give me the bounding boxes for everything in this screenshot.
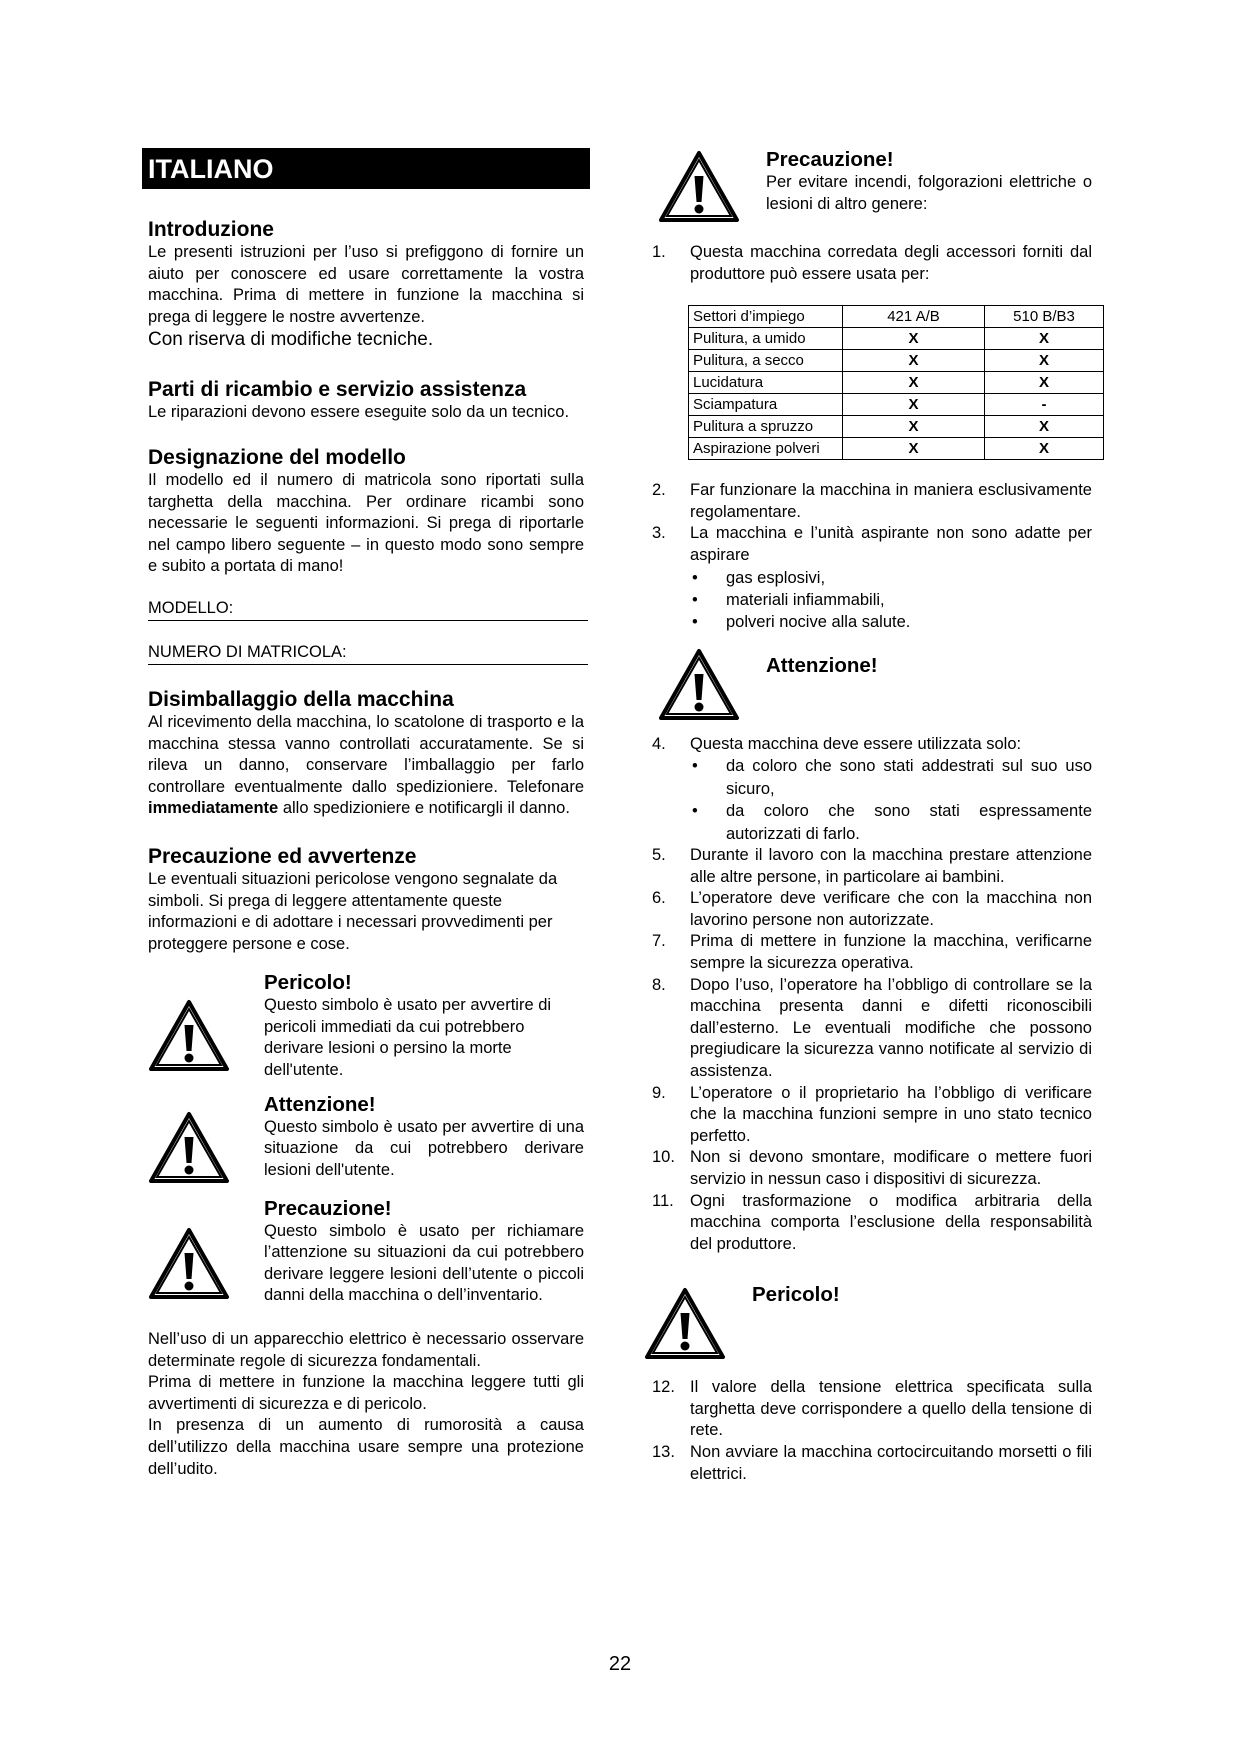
unpack-text-before: Al ricevimento della macchina, lo scatolone di trasporto e la macchina stessa vanno controllati accuratamente. Se si rileva un danno, conservare l’imballaggio per farlo controllare eventualmente dallo spedizioniere. Telefonare <box>148 712 584 796</box>
spare-text: Le riparazioni devono essere eseguite solo da un tecnico. <box>148 403 570 422</box>
item-number: 8. <box>652 975 666 994</box>
item-text: Non si devono smontare, modificare o mettere fuori servizio in nessun caso i dispositivi di sicurezza. <box>690 1148 1092 1188</box>
item-number: 11. <box>652 1191 674 1210</box>
warning-triangle-icon <box>644 1287 726 1361</box>
intro-text: Le presenti istruzioni per l’uso si prefiggono di fornire un aiuto per conoscere ed usare correttamente la vostra macchina. Prima di mettere in funzione la macchina si prega di leggere le nostre avvertenze. <box>148 243 584 326</box>
bullet-list-item4 <box>652 755 1092 845</box>
list-item <box>652 734 1092 756</box>
bullet-item: • da coloro che sono stati espressamente autorizzati di farlo. <box>690 800 1092 845</box>
attention-block <box>658 648 1092 722</box>
numbered-list-2-3 <box>652 480 1092 566</box>
list-item <box>652 242 1092 285</box>
table-cell: Lucidatura <box>689 372 843 394</box>
symbol-danger-text: Questo simbolo è usato per avvertire di pericoli immediati da cui potrebbero derivare lesioni o persino la morte dell'utente. <box>264 996 552 1080</box>
item-number: 3. <box>652 524 666 543</box>
table-header: 421 A/B <box>843 306 985 328</box>
serial-field <box>148 643 588 665</box>
table-cell: Pulitura a spruzzo <box>689 416 843 438</box>
item-number: 9. <box>652 1083 666 1102</box>
table-row <box>689 394 1104 416</box>
unpack-title: Disimballaggio della macchina <box>148 687 454 711</box>
numbered-list-5-11 <box>652 845 1092 1255</box>
list-item <box>652 1147 1092 1190</box>
numbered-list-item4 <box>652 734 1092 756</box>
table-cell: X <box>843 416 985 438</box>
caution-title: Precauzione! <box>766 148 894 171</box>
list-item <box>652 975 1092 1083</box>
caution-block <box>658 148 1092 224</box>
table-row <box>689 328 1104 350</box>
table-row <box>689 438 1104 460</box>
table-cell: X <box>843 350 985 372</box>
list-item <box>652 888 1092 931</box>
precautions-text: Le eventuali situazioni pericolose vengono segnalate da simboli. Si prega di leggere attentamente queste informazioni e di adottare i necessari provvedimenti per proteggere persone e cose. <box>148 869 558 953</box>
symbol-attention <box>148 1093 584 1185</box>
table-cell: - <box>985 394 1104 416</box>
serial-field-label: NUMERO DI MATRICOLA: <box>148 642 347 661</box>
bullet-item: • gas esplosivi, <box>690 567 1092 589</box>
closing-text-1: Nell’uso di un apparecchio elettrico è necessario osservare determinate regole di sicurezza fondamentali. <box>148 1330 584 1370</box>
symbol-attention-title: Attenzione! <box>264 1092 376 1116</box>
attention-title: Attenzione! <box>766 653 878 677</box>
closing-text-3: In presenza di un aumento di rumorosità a causa dell’utilizzo della macchina usare sempre una protezione dell’udito. <box>148 1416 584 1478</box>
precautions-title: Precauzione ed avvertenze <box>148 844 417 868</box>
left-column <box>148 148 584 1480</box>
usage-table <box>688 305 1104 460</box>
model-field-label: MODELLO: <box>148 598 234 617</box>
table-cell: Aspirazione polveri <box>689 438 843 460</box>
table-cell: Pulitura, a umido <box>689 328 843 350</box>
unpack-text-after: allo spedizioniere e notificargli il danno. <box>282 799 570 818</box>
item-number: 1. <box>652 243 666 261</box>
table-header-row <box>689 306 1104 328</box>
right-column <box>652 148 1092 1485</box>
list-item <box>652 931 1092 974</box>
symbol-caution-text: Questo simbolo è usato per richiamare l’attenzione su situazioni da cui potrebbero derivare leggere lesioni dell’utente o piccoli danni della macchina o dell’inventario. <box>264 1221 584 1305</box>
table-cell: X <box>985 438 1104 460</box>
table-header: Settori d’impiego <box>689 306 843 328</box>
symbol-caution-title: Precauzione! <box>264 1196 392 1220</box>
table-cell: X <box>843 372 985 394</box>
table-cell: X <box>985 372 1104 394</box>
item-number: 5. <box>652 846 666 864</box>
item-text: Questa macchina corredata degli accessori forniti dal produttore può essere usata per: <box>690 243 1092 283</box>
spare-title: Parti di ricambio e servizio assistenza <box>148 378 527 402</box>
list-item <box>652 1191 1092 1256</box>
table-cell: X <box>985 416 1104 438</box>
item-text: Prima di mettere in funzione la macchina, verificarne sempre la sicurezza operativa. <box>690 932 1092 972</box>
list-item <box>652 845 1092 888</box>
language-header: ITALIANO <box>142 148 590 189</box>
table-cell: X <box>843 438 985 460</box>
symbol-danger-title: Pericolo! <box>264 971 352 995</box>
item-text: L’operatore o il proprietario ha l’obbligo di verificare che la macchina funzioni sempre in uno stato tecnico perfetto. <box>690 1083 1092 1145</box>
table-cell: X <box>985 328 1104 350</box>
danger-title: Pericolo! <box>752 1283 840 1307</box>
item-number: 4. <box>652 734 666 753</box>
list-item <box>652 1377 1092 1442</box>
item-text: Non avviare la macchina cortocircuitando morsetti o fili elettrici. <box>690 1443 1092 1483</box>
list-item <box>652 1442 1092 1485</box>
item-text: L’operatore deve verificare che con la macchina non lavorino persone non autorizzate. <box>690 889 1092 929</box>
bullet-item: • polveri nocive alla salute. <box>690 611 1092 633</box>
warning-triangle-icon <box>148 1111 230 1185</box>
item-text: Ogni trasformazione o modifica arbitraria della macchina comporta l’esclusione della responsabilità del produttore. <box>690 1191 1092 1253</box>
table-cell: X <box>843 394 985 416</box>
caution-text: Per evitare incendi, folgorazioni elettriche o lesioni di altro genere: <box>766 173 1092 213</box>
item-number: 12. <box>652 1378 675 1397</box>
item-text: Il valore della tensione elettrica specificata sulla targhetta deve corrispondere a quello della tensione di rete. <box>690 1378 1092 1440</box>
table-cell: X <box>985 350 1104 372</box>
intro-note: Con riserva di modifiche tecniche. <box>148 329 434 351</box>
item-text: Questa macchina deve essere utilizzata solo: <box>690 734 1022 753</box>
warning-triangle-icon <box>658 648 740 722</box>
unpack-text <box>148 712 584 820</box>
unpack-text-bold: immediatamente <box>148 799 279 818</box>
table-cell: Pulitura, a secco <box>689 350 843 372</box>
symbol-attention-text: Questo simbolo è usato per avvertire di una situazione da cui potrebbero derivare lesioni dell'utente. <box>264 1117 584 1179</box>
table-cell: Sciampatura <box>689 394 843 416</box>
table-cell: X <box>843 328 985 350</box>
item-number: 2. <box>652 481 666 500</box>
item-number: 7. <box>652 932 666 951</box>
table-row <box>689 416 1104 438</box>
intro-title: Introduzione <box>148 218 274 241</box>
bullet-item: • da coloro che sono stati addestrati sul suo uso sicuro, <box>690 755 1092 800</box>
closing-text-2: Prima di mettere in funzione la macchina leggere tutti gli avvertimenti di sicurezza e di pericolo. <box>148 1373 584 1413</box>
warning-triangle-icon <box>148 1227 230 1301</box>
bullet-list-item3 <box>652 567 1092 634</box>
item-number: 6. <box>652 889 666 908</box>
model-title: Designazione del modello <box>148 445 406 469</box>
model-field <box>148 599 588 621</box>
item-text: La macchina e l’unità aspirante non sono adatte per aspirare <box>690 524 1092 564</box>
page-number: 22 <box>608 1653 632 1675</box>
numbered-list-item1 <box>652 242 1092 285</box>
table-row <box>689 350 1104 372</box>
symbol-caution <box>148 1197 584 1307</box>
warning-triangle-icon <box>658 150 740 224</box>
model-text: Il modello ed il numero di matricola sono riportati sulla targhetta della macchina. Per ordinare ricambi sono necessarie le seguenti informazioni. Si prega di riportarle nel campo libero seguente – in questo modo sono sempre e subito a portata di mano! <box>148 470 584 576</box>
bullet-item: • materiali infiammabili, <box>690 589 1092 611</box>
item-text: Far funzionare la macchina in maniera esclusivamente regolamentare. <box>690 481 1092 521</box>
danger-block <box>644 1281 1092 1361</box>
symbol-danger <box>148 971 584 1081</box>
list-item <box>652 480 1092 523</box>
table-header: 510 B/B3 <box>985 306 1104 328</box>
item-text: Durante il lavoro con la macchina prestare attenzione alle altre persone, in particolare ai bambini. <box>690 846 1092 886</box>
item-text: Dopo l’uso, l’operatore ha l’obbligo di controllare se la macchina presenta danni e difetti riconoscibili dall’esterno. Le eventuali modifiche che possono pregiudicare la sicurezza vanno notificate al servizio di assistenza. <box>690 975 1092 1080</box>
item-number: 10. <box>652 1148 675 1167</box>
list-item <box>652 523 1092 566</box>
item-number: 13. <box>652 1443 675 1462</box>
list-item <box>652 1083 1092 1148</box>
table-row <box>689 372 1104 394</box>
numbered-list-12-13 <box>652 1377 1092 1485</box>
warning-triangle-icon <box>148 999 230 1073</box>
